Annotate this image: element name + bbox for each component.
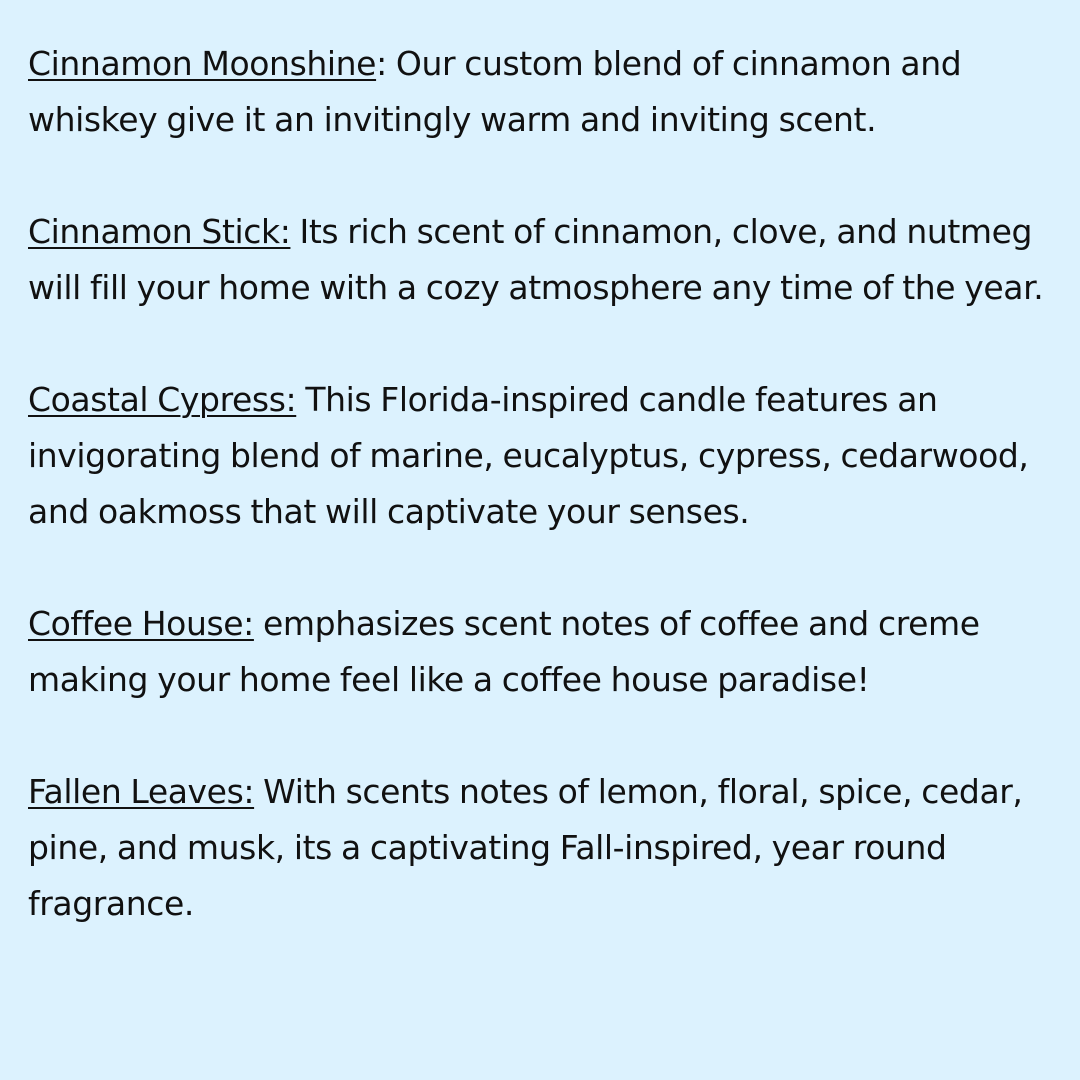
scent-name: Cinnamon Stick: xyxy=(28,212,291,251)
scent-separator: : xyxy=(376,44,387,83)
scent-item-cinnamon-stick xyxy=(28,204,1052,316)
scent-name: Coastal Cypress: xyxy=(28,380,297,419)
scent-name: Cinnamon Moonshine xyxy=(28,44,377,83)
scent-description: With scents notes of lemon, floral, spice, cedar, pine, and musk, its a captivating Fall-inspired, year round fragrance. xyxy=(28,772,1023,923)
scent-item-fallen-leaves xyxy=(28,764,1052,932)
scent-item-coffee-house xyxy=(28,596,1052,708)
scent-item-coastal-cypress xyxy=(28,372,1052,540)
scent-description: Its rich scent of cinnamon, clove, and nutmeg will fill your home with a cozy atmosphere any time of the year. xyxy=(28,212,1044,307)
scent-description: Our custom blend of cinnamon and whiskey give it an invitingly warm and inviting scent. xyxy=(28,44,962,139)
scent-item-cinnamon-moonshine xyxy=(28,36,1052,148)
scent-name: Fallen Leaves: xyxy=(28,772,255,811)
scent-description: emphasizes scent notes of coffee and creme making your home feel like a coffee house paradise! xyxy=(28,604,980,699)
scent-description: This Florida-inspired candle features an invigorating blend of marine, eucalyptus, cypress, cedarwood, and oakmoss that will captivate your senses. xyxy=(28,380,1029,531)
scent-name: Coffee House: xyxy=(28,604,254,643)
